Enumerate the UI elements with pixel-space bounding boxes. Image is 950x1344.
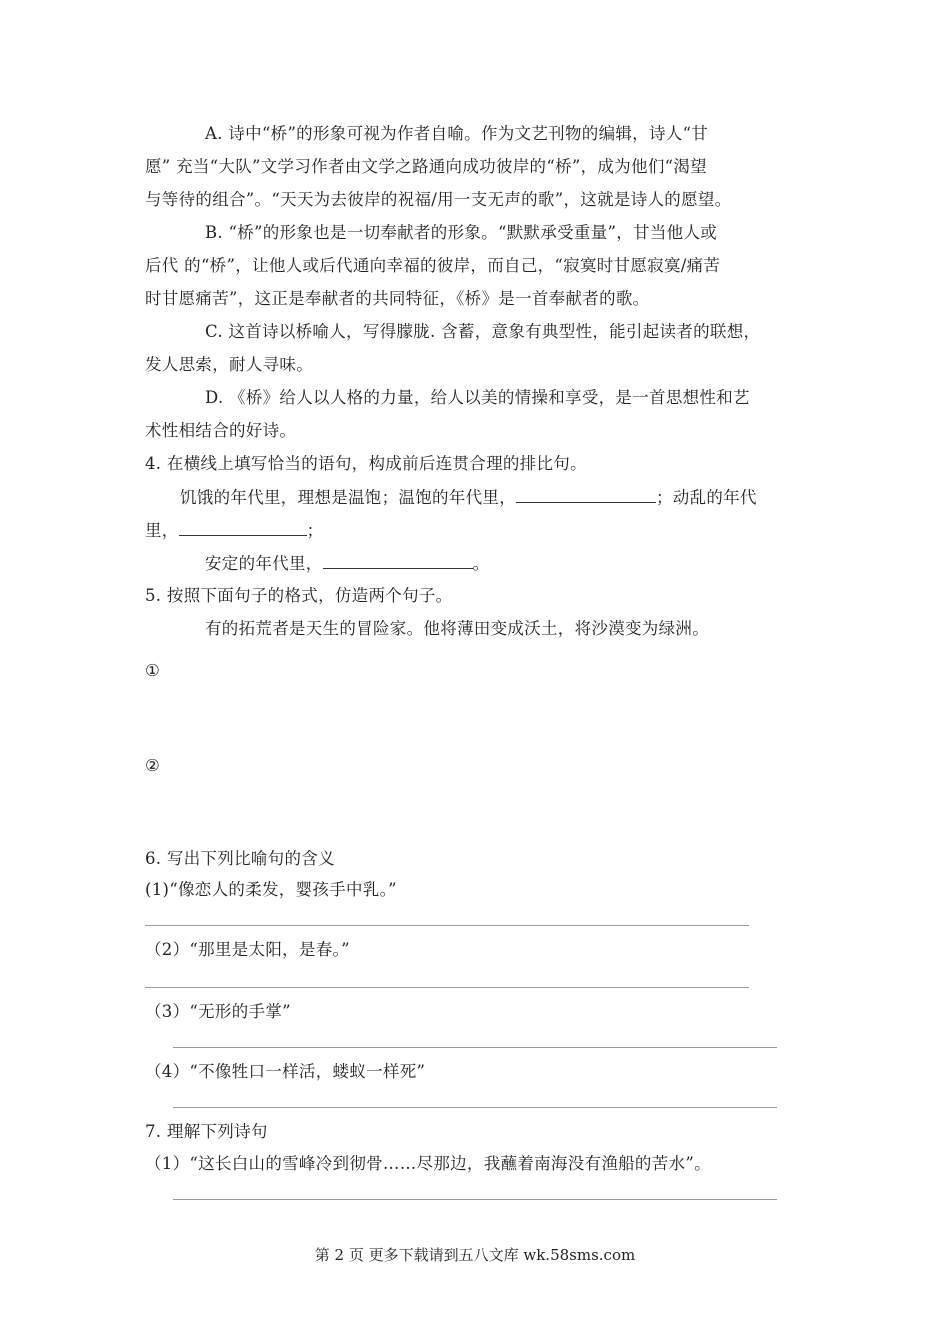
q4-line-1-text-a: 饥饿的年代里，理想是温饱；温饱的年代里，	[180, 488, 516, 507]
q6-answer-line-1[interactable]	[145, 925, 749, 926]
option-b-line-2: 后代 的“桥”，让他人或后代通向幸福的彼岸，而自己，“寂寞时甘愿寂寞/痛苦	[145, 256, 721, 275]
q5-answer-marker-2: ②	[145, 756, 161, 775]
option-d-line-2: 术性相结合的好诗。	[145, 421, 297, 440]
q4-line-3	[205, 552, 489, 575]
q6-item-1: (1)“像恋人的柔发，婴孩手中乳。”	[145, 880, 397, 899]
q4-blank-1[interactable]	[516, 486, 656, 503]
q4-blank-2[interactable]	[179, 519, 307, 536]
option-c-line-2: 发人思索，耐人寻味。	[145, 355, 313, 374]
option-a-line-3: 与等待的组合”。“天天为去彼岸的祝福/用一支无声的歌”，这就是诗人的愿望。	[145, 190, 732, 209]
q7-title: 7. 理解下列诗句	[145, 1122, 268, 1141]
q6-item-3: （3）“无形的手掌”	[145, 1002, 291, 1021]
option-c-line-1: C. 这首诗以桥喻人，写得朦胧. 含蓄，意象有典型性，能引起读者的联想，	[205, 322, 761, 341]
option-b-line-1: B. “桥”的形象也是一切奉献者的形象。“默默承受重量”，甘当他人或	[205, 223, 718, 242]
q4-line-2	[145, 519, 323, 542]
q4-line-2-text-a: 里，	[145, 521, 179, 540]
q4-line-2-text-b: ；	[306, 521, 324, 540]
q4-line-3-text-b: 。	[472, 554, 490, 573]
q5-title: 5. 按照下面句子的格式，仿造两个句子。	[145, 586, 453, 605]
q4-line-3-text-a: 安定的年代里，	[205, 554, 323, 573]
option-d-line-1: D. 《桥》给人以人格的力量，给人以美的情操和享受，是一首思想性和艺	[205, 388, 750, 407]
option-a-line-2: 愿” 充当“大队”文学习作者由文学之路通向成功彼岸的“桥”，成为他们“渴望	[145, 157, 707, 176]
q4-title: 4. 在横线上填写恰当的语句，构成前后连贯合理的排比句。	[145, 454, 587, 473]
q6-item-2: （2）“那里是太阳，是春。”	[145, 940, 350, 959]
q4-blank-3[interactable]	[323, 552, 473, 569]
q4-line-1	[180, 486, 757, 509]
q4-line-1-text-b: ；动乱的年代	[656, 488, 757, 507]
page-footer: 第 2 页 更多下载请到五八文库 wk.58sms.com	[314, 1246, 636, 1264]
q7-item-1: （1）“这长白山的雪峰冷到彻骨……尽那边，我蘸着南海没有渔船的苦水”。	[145, 1154, 711, 1173]
q5-answer-marker-1: ①	[145, 661, 161, 680]
option-b-line-3: 时甘愿痛苦”，这正是奉献者的共同特征，《桥》是一首奉献者的歌。	[145, 289, 650, 308]
q6-answer-line-4[interactable]	[173, 1107, 777, 1108]
q6-answer-line-2[interactable]	[145, 987, 749, 988]
q7-answer-line-1[interactable]	[173, 1199, 777, 1200]
q6-title: 6. 写出下列比喻句的含义	[145, 849, 335, 868]
q5-example: 有的拓荒者是天生的冒险家。他将薄田变成沃土，将沙漠变为绿洲。	[205, 619, 709, 638]
option-a-line-1: A. 诗中“桥”的形象可视为作者自喻。作为文艺刊物的编辑，诗人“甘	[205, 124, 709, 143]
q6-item-4: （4）“不像牲口一样活，蝼蚁一样死”	[145, 1062, 426, 1081]
q6-answer-line-3[interactable]	[173, 1047, 777, 1048]
